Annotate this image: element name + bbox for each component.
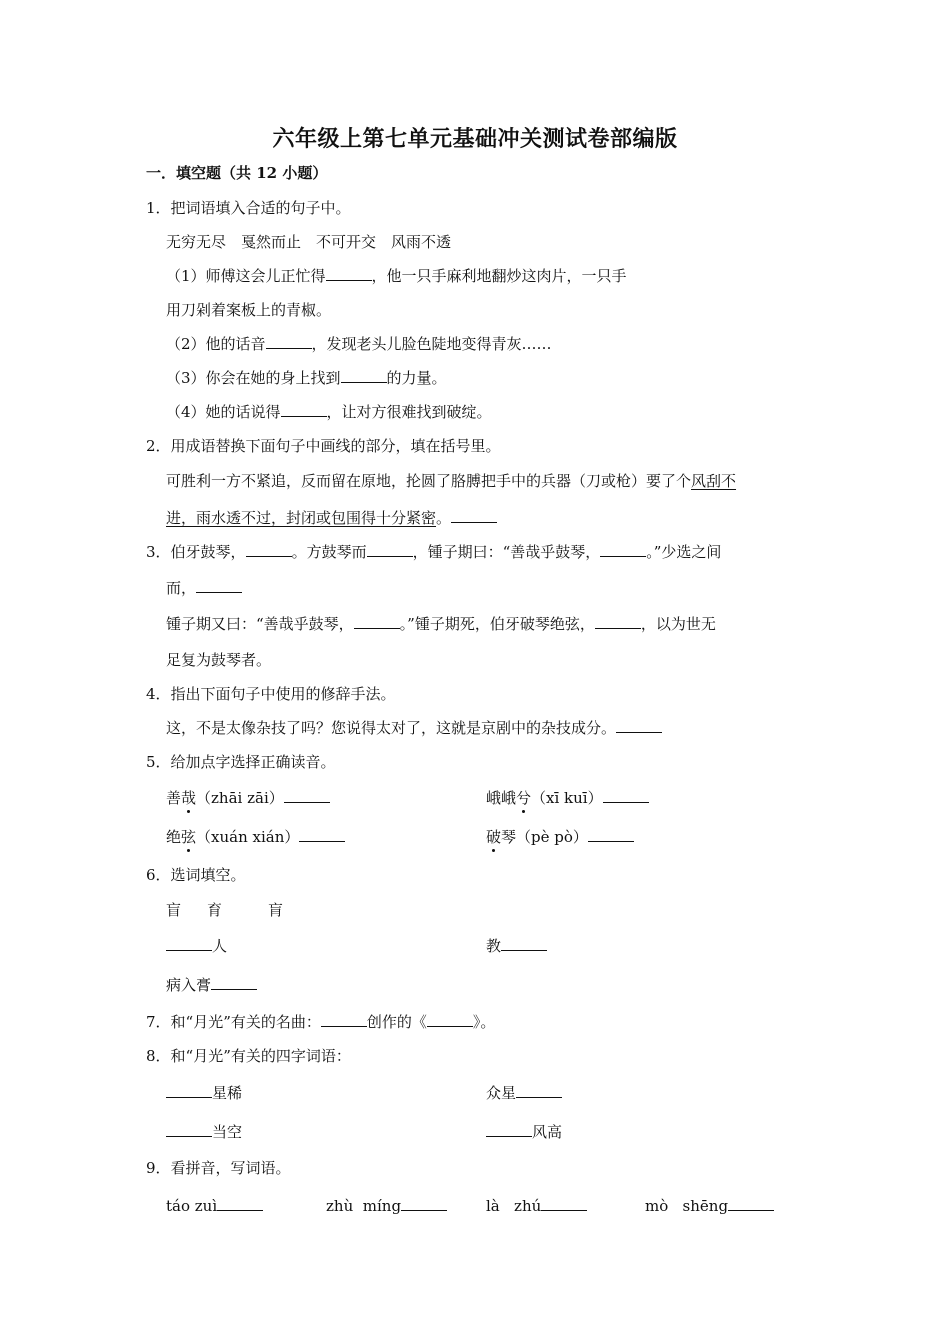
- q9-pinyin-2: [326, 1196, 447, 1216]
- answer-blank[interactable]: [616, 718, 662, 733]
- dotted-char: 兮: [516, 789, 532, 807]
- question-2-stem: [146, 436, 501, 456]
- page-title: 六年级上第七单元基础冲关测试卷部编版: [272, 126, 678, 152]
- text: （4）她的话说得: [166, 403, 281, 421]
- text: ，让对方很难找到破绽。: [326, 403, 492, 421]
- question-3-line-1: [146, 542, 721, 562]
- answer-blank[interactable]: [516, 1083, 562, 1098]
- text: 锺子期又曰：“善哉乎鼓琴，: [166, 615, 354, 633]
- option: 育: [207, 901, 223, 919]
- answer-blank[interactable]: [501, 936, 547, 951]
- text: 善: [166, 789, 182, 807]
- answer-blank[interactable]: [588, 827, 634, 842]
- q6-options: [166, 900, 283, 920]
- q5-item-c: [166, 827, 345, 847]
- answer-blank[interactable]: [603, 788, 649, 803]
- text: （3）你会在她的身上找到: [166, 369, 341, 387]
- question-number: 5．: [146, 753, 171, 771]
- question-text: 指出下面句子中使用的修辞手法。: [170, 685, 396, 703]
- text: ，发现老头儿脸色陡地变得青灰……: [311, 335, 552, 353]
- question-3-line-4: 足复为鼓琴者。: [166, 651, 272, 669]
- q1-word-bank: 无穷无尽 戛然而止 不可开交 风雨不透: [166, 233, 452, 251]
- answer-blank[interactable]: [451, 508, 497, 523]
- question-3-line-3: [166, 614, 716, 634]
- answer-blank[interactable]: [266, 334, 312, 349]
- dotted-char: 弦: [181, 828, 197, 846]
- text: 。方鼓琴而: [291, 543, 367, 561]
- text: （xuán xián）: [196, 828, 300, 846]
- question-text: 把词语填入合适的句子中。: [170, 199, 351, 217]
- answer-blank[interactable]: [486, 1122, 532, 1137]
- answer-blank[interactable]: [284, 788, 330, 803]
- answer-blank[interactable]: [166, 1083, 212, 1098]
- q1-sentence-4: [166, 402, 492, 422]
- section-heading: 一．填空题（共 12 小题）: [146, 164, 328, 182]
- q9-pinyin-3: [486, 1196, 587, 1216]
- q9-pinyin-4: [645, 1196, 774, 1216]
- answer-blank[interactable]: [354, 614, 400, 629]
- text: （2）他的话音: [166, 335, 266, 353]
- question-number: 8．: [146, 1047, 171, 1065]
- q8-item-d: [486, 1122, 562, 1142]
- text: 当空: [212, 1123, 243, 1141]
- question-text: 选词填空。: [170, 866, 246, 884]
- answer-blank[interactable]: [321, 1012, 367, 1027]
- q2-line-2: [166, 508, 497, 528]
- question-8-stem: [146, 1046, 351, 1066]
- q5-item-b: [486, 788, 649, 808]
- q9-pinyin-1: [166, 1196, 263, 1216]
- text: （xī kuī）: [531, 789, 603, 807]
- text: 。: [436, 509, 452, 527]
- question-text: 和“月光”有关的四字词语：: [170, 1047, 351, 1065]
- text: 而，: [166, 579, 197, 597]
- text: 创作的《: [366, 1013, 427, 1031]
- text: 人: [212, 937, 228, 955]
- question-text: 看拼音，写词语。: [170, 1159, 291, 1177]
- question-text: 给加点字选择正确读音。: [170, 753, 336, 771]
- answer-blank[interactable]: [341, 368, 387, 383]
- question-9-stem: [146, 1158, 291, 1178]
- q8-item-c: [166, 1122, 242, 1142]
- answer-blank[interactable]: [427, 1012, 473, 1027]
- text: 绝: [166, 828, 182, 846]
- answer-blank[interactable]: [541, 1196, 587, 1211]
- q1-sentence-1-cont: 用刀剁着案板上的青椒。: [166, 301, 332, 319]
- text: 风高: [532, 1123, 563, 1141]
- text: 星稀: [212, 1084, 243, 1102]
- question-number: 9．: [146, 1159, 171, 1177]
- q4-sentence: [166, 718, 662, 738]
- question-7: [146, 1012, 495, 1032]
- text: 伯牙鼓琴，: [170, 543, 246, 561]
- dotted-char: 破: [486, 828, 502, 846]
- answer-blank[interactable]: [196, 578, 242, 593]
- answer-blank[interactable]: [367, 542, 413, 557]
- q1-sentence-1: [166, 266, 627, 286]
- pinyin: táo zuì: [166, 1197, 218, 1215]
- q8-item-a: [166, 1083, 242, 1103]
- question-1-stem: [146, 198, 351, 218]
- text: 这，不是太像杂技了吗？您说得太对了，这就是京剧中的杂技成分。: [166, 719, 617, 737]
- q1-sentence-2: [166, 334, 552, 354]
- question-number: 2．: [146, 437, 171, 455]
- answer-blank[interactable]: [246, 542, 292, 557]
- option: 肓: [268, 901, 284, 919]
- text: 峨峨: [486, 789, 517, 807]
- text: （zhāi zāi）: [196, 789, 284, 807]
- text: 可胜利一方不紧追，反而留在原地，抡圆了胳膊把手中的兵器（刀或枪）要了个: [166, 472, 692, 490]
- text: 。”少选之间: [646, 543, 722, 561]
- text: 教: [486, 937, 502, 955]
- q5-item-d: [486, 827, 634, 847]
- text: 》。: [472, 1013, 496, 1031]
- pinyin: là zhú: [486, 1197, 542, 1215]
- underlined-text: 进，雨水透不过，封闭或包围得十分紧密: [166, 509, 437, 527]
- question-number: 7．: [146, 1013, 171, 1031]
- pinyin: zhù míng: [326, 1197, 402, 1215]
- text: 的力量。: [386, 369, 447, 387]
- q6-item-c: [166, 975, 257, 995]
- q2-line-1: [166, 471, 736, 491]
- answer-blank[interactable]: [281, 402, 327, 417]
- question-number: 4．: [146, 685, 171, 703]
- answer-blank[interactable]: [728, 1196, 774, 1211]
- question-5-stem: [146, 752, 336, 772]
- answer-blank[interactable]: [217, 1196, 263, 1211]
- q8-item-b: [486, 1083, 562, 1103]
- q5-item-a: [166, 788, 330, 808]
- text: 和“月光”有关的名曲：: [170, 1013, 321, 1031]
- q6-item-b: [486, 936, 547, 956]
- question-4-stem: [146, 684, 396, 704]
- answer-blank[interactable]: [166, 936, 212, 951]
- text: 。”锺子期死，伯牙破琴绝弦，: [399, 615, 595, 633]
- text: 病入膏: [166, 976, 212, 994]
- question-text: 用成语替换下面句子中画线的部分，填在括号里。: [170, 437, 501, 455]
- question-number: 3．: [146, 543, 171, 561]
- text: 琴（pè pò）: [501, 828, 588, 846]
- text: ，锺子期曰：“善哉乎鼓琴，: [412, 543, 601, 561]
- answer-blank[interactable]: [600, 542, 646, 557]
- answer-blank[interactable]: [401, 1196, 447, 1211]
- answer-blank[interactable]: [595, 614, 641, 629]
- answer-blank[interactable]: [299, 827, 345, 842]
- dotted-char: 哉: [181, 789, 197, 807]
- answer-blank[interactable]: [326, 266, 372, 281]
- question-6-stem: [146, 865, 246, 885]
- q1-sentence-3: [166, 368, 447, 388]
- question-number: 1．: [146, 199, 171, 217]
- question-number: 6．: [146, 866, 171, 884]
- q6-item-a: [166, 936, 227, 956]
- underlined-text: 风刮不: [691, 472, 737, 490]
- option: 盲: [166, 901, 182, 919]
- question-3-line-2: [166, 578, 242, 598]
- text: （1）师傅这会儿正忙得: [166, 267, 326, 285]
- text: 众星: [486, 1084, 517, 1102]
- answer-blank[interactable]: [211, 975, 257, 990]
- answer-blank[interactable]: [166, 1122, 212, 1137]
- text: ，他一只手麻利地翻炒这肉片，一只手: [371, 267, 627, 285]
- pinyin: mò shēng: [645, 1197, 729, 1215]
- text: ，以为世无: [640, 615, 716, 633]
